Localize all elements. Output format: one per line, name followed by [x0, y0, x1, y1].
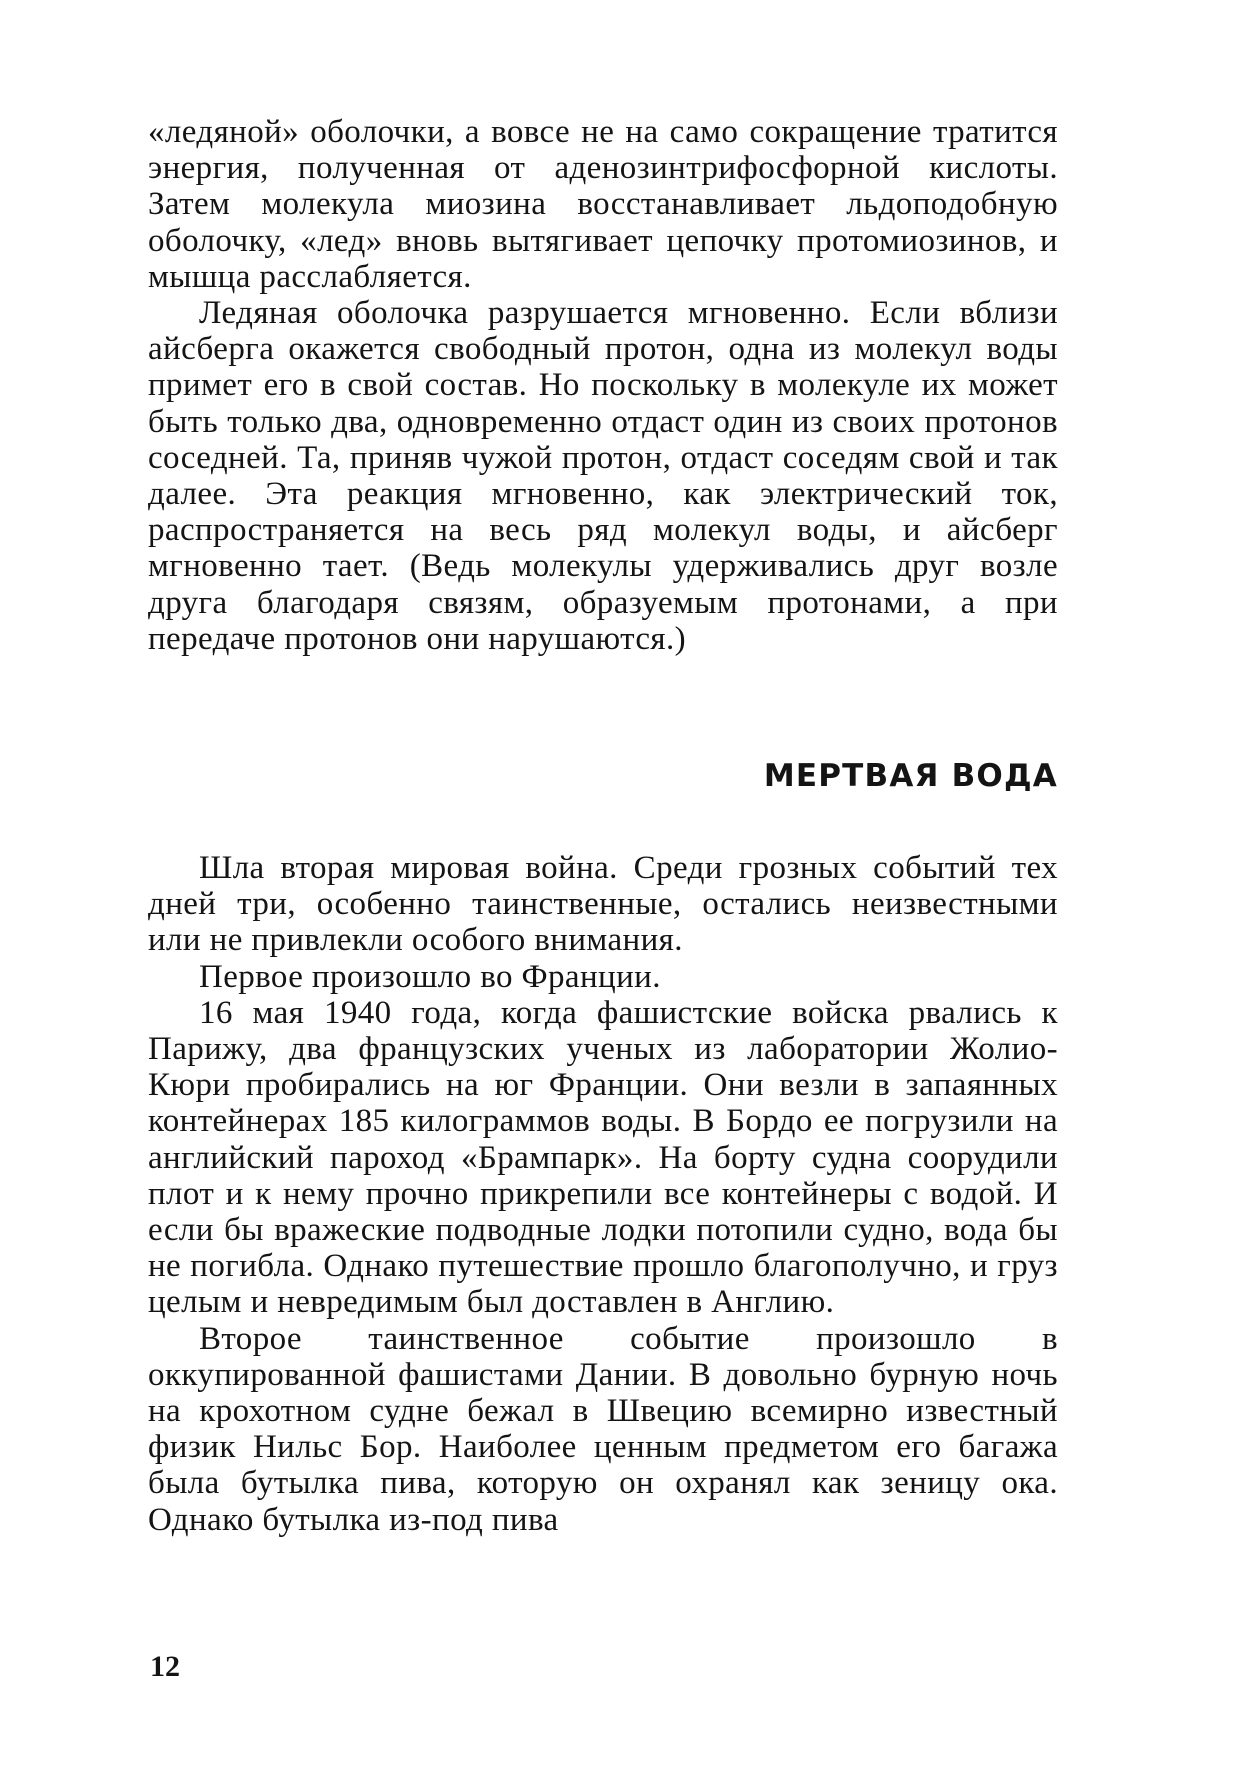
page-number: 12 — [150, 1650, 180, 1683]
paragraph-second-event: Второе таинственное событие произошло в оккупированной фашистами Дании. В довольно бурную ночь на крохотном судне бежал в Швецию всемирно известный физик Нильс Бор. Наиболее ценным предметом его багажа была бутылка пива, которую он охранял как зеницу ока. Однако бутылка из-под пива — [148, 1320, 1058, 1538]
section-dead-water — [148, 850, 1058, 1538]
paragraph-war-intro: Шла вторая мировая война. Среди грозных событий тех дней три, особенно таинственные, остались неизвестными или не привлекли особого внимания. — [148, 850, 1058, 959]
paragraph-continuation: «ледяной» оболочки, а вовсе не на само сокращение тратится энергия, полученная от аденозинтрифосфорной кислоты. Затем молекула миозина восстанавливает льдоподобную оболочку, «лед» вновь вытягивает цепочку протомиозинов, и мышца расслабляется. — [148, 114, 1058, 295]
paragraph-ice-shell: Ледяная оболочка разрушается мгновенно. Если вблизи айсберга окажется свободный протон, одна из молекул воды примет его в свой состав. Но поскольку в молекуле их может быть только два, одновременно отдаст один из своих протонов соседней. Та, приняв чужой протон, отдаст соседям свой и так далее. Эта реакция мгновенно, как электрический ток, распространяется на весь ряд молекул воды, и айсберг мгновенно тает. (Ведь молекулы удерживались друг возле друга благодаря связям, образуемым протонами, а при передаче протонов они нарушаются.) — [148, 295, 1058, 657]
section-heading: МЕРТВАЯ ВОДА — [763, 758, 1058, 794]
paragraph-first-event: Первое произошло во Франции. — [199, 958, 661, 995]
page-body — [148, 114, 1058, 657]
paragraph-france-story: 16 мая 1940 года, когда фашистские войска рвались к Парижу, два французских ученых из лаборатории Жолио-Кюри пробирались на юг Франции. Они везли в запаянных контейнерах 185 килограммов воды. В Бордо ее погрузили на английский пароход «Брампарк». На борту судна соорудили плот и к нему прочно прикрепили все контейнеры с водой. И если бы вражеские подводные лодки потопили судно, вода бы не погибла. Однако путешествие прошло благополучно, и груз целым и невредимым был доставлен в Англию. — [148, 994, 1058, 1321]
